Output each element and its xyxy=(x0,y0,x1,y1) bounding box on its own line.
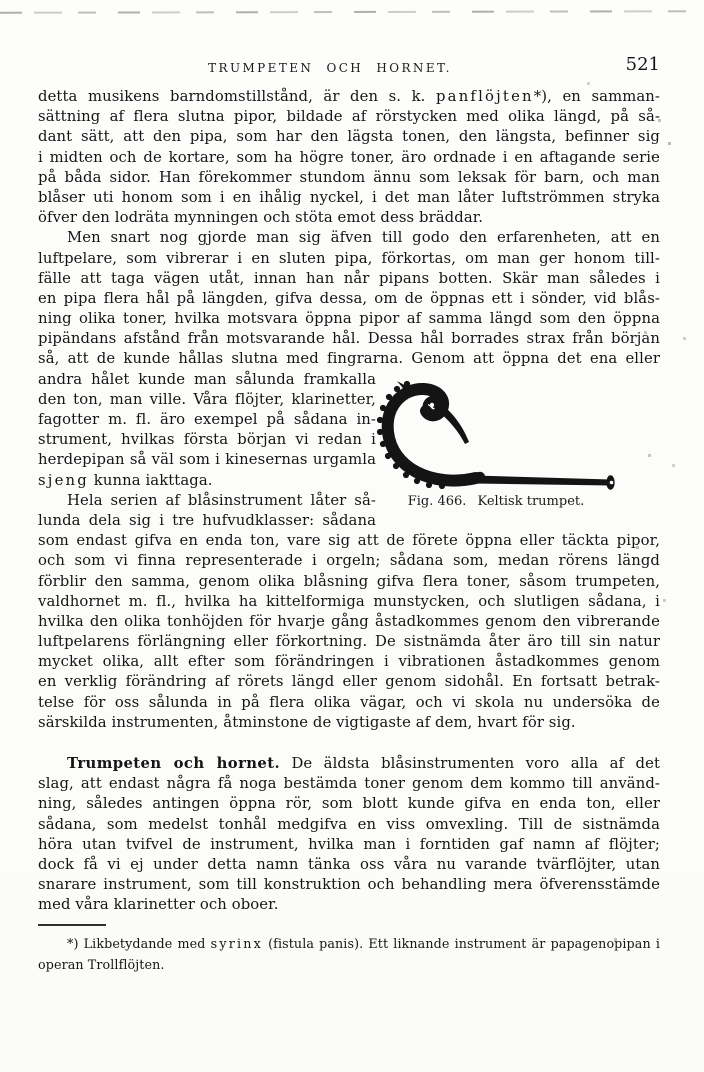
text-line: öfver den lodräta mynningen och stöta emot dess bräddar. xyxy=(38,209,484,227)
footnote-line: operan Trollflöjten. xyxy=(38,956,165,972)
text-line: förblir den samma, genom olika blåsning gifva flera toner, såsom trumpeten, xyxy=(38,572,660,590)
text-line: fälle att taga vägen utåt, innan han når pipans botten. Skär man således i xyxy=(38,269,660,287)
text-line: Hela serien af blåsinstrument låter så- xyxy=(67,491,376,509)
page-number: 521 xyxy=(625,54,660,75)
celtic-trumpet-illustration xyxy=(374,380,618,492)
text-line: en verklig förändring af rörets längd eller genom sidohål. En fortsatt betrak- xyxy=(38,673,660,691)
text-line: hvilka den olika tonhöjden för hvarje gång åstadkommes genom den vibrerande xyxy=(38,612,660,630)
bold-lead: Trumpeten och hornet. xyxy=(67,755,281,772)
figure-caption xyxy=(374,494,618,509)
footnote xyxy=(38,934,660,975)
text-line: Men snart nog gjorde man sig äfven till godo den erfarenheten, att en xyxy=(67,229,660,247)
text-line: ning olika toner, hvilka motsvara öppna pipor af samma längd som den öppna xyxy=(38,310,660,328)
running-title: TRUMPETEN OCH HORNET. xyxy=(208,61,452,75)
text-line: sjeng kunna iakttaga. xyxy=(38,471,213,489)
text-line: fagotter m. fl. äro exempel på sådana in- xyxy=(38,411,376,428)
text-line: strument, hvilkas första början vi redan i xyxy=(38,431,376,449)
text-line: telse för oss sålunda in på flera olika vägar, och vi skola nu undersöka de xyxy=(38,693,660,711)
text-line: blåser uti honom som i en ihålig nyckel, i det man låter luftströmmen stryka xyxy=(38,188,660,206)
text-line: sådana, som medelst tonhål medgifva en viss omvexling. Till de sistnämda xyxy=(38,815,660,833)
text-line: andra hålet kunde man sålunda framkalla xyxy=(38,370,376,388)
text-line: valdhornet m. fl., hvilka ha kittelformiga munstycken, och slutligen sådana, i xyxy=(38,592,660,610)
text-line: dant sätt, att den pipa, som har den lägsta tonen, den längsta, befinner sig xyxy=(38,128,660,146)
letterspaced-term: panflöjten xyxy=(436,88,534,105)
page-edge-artifact xyxy=(0,10,704,13)
text-line: i midten och de kortare, som ha högre toner, äro ordnade i en aftagande serie xyxy=(38,148,660,166)
text-line: så, att de kunde hållas slutna med fingrarna. Genom att öppna det ena eller xyxy=(38,350,660,368)
text-line: luftpelarens förlängning eller förkortning. De sistnämda åter äro till sin natur xyxy=(38,633,660,651)
footnote-rule xyxy=(38,924,106,926)
figure-466 xyxy=(374,380,618,509)
text-line: särskilda instrumenten, åtminstone de vigtigaste af dem, hvart för sig. xyxy=(38,713,576,731)
text-line: dock få vi ej under detta namn tänka oss våra nu varande tvärflöjter, utan xyxy=(38,855,660,873)
text-line: herdepipan så väl som i kinesernas urgamla xyxy=(38,451,376,469)
text-line: en pipa flera hål på längden, gifva dessa, om de öppnas ett i sönder, vid blås- xyxy=(38,289,660,307)
text-line: den ton, man ville. Våra flöjter, klarinetter, xyxy=(38,390,376,408)
text-line: lunda dela sig i tre hufvudklasser: sådana xyxy=(38,511,376,529)
text-line: på båda sidor. Han förekommer stundom ännu som leksak för barn, och man xyxy=(38,168,660,186)
text-line: som endast gifva en enda ton, vare sig att de förete öppna eller täckta pipor, xyxy=(38,532,660,550)
text-line: och som vi finna representerade i orgeln; sådana som, medan rörens längd xyxy=(38,552,660,570)
letterspaced-term: syrinx xyxy=(210,936,263,951)
figure-title: Keltisk trumpet. xyxy=(477,494,585,509)
text-line: med våra klarinetter och oboer. xyxy=(38,896,279,914)
text-line: Trumpeten och hornet. De äldsta blåsinstrumenten voro alla af det xyxy=(67,755,660,772)
text-line: höra utan tvifvel de instrument, hvilka man i forntiden gaf namn af flöjter; xyxy=(38,835,660,853)
scan-speckles xyxy=(0,0,1,1)
text-line: pipändans afstånd från motsvarande hål. Dessa hål borrades strax från början xyxy=(38,330,660,348)
text-line: luftpelare, som vibrerar i en sluten pipa, förkortas, om man ger honom till- xyxy=(38,249,660,267)
footnote-line: *) Likbetydande med syrinx (fistula panis). Ett liknande instrument är papagenopipan i xyxy=(67,936,661,951)
text-line: ning, således antingen öppna rör, som blott kunde gifva en enda ton, eller xyxy=(38,795,660,813)
letterspaced-term: sjeng xyxy=(38,471,89,489)
text-line: snarare instrument, som till konstruktion och behandling mera öfverensstämde xyxy=(38,876,660,894)
text-line: slag, att endast några få noga bestämda toner genom dem kommo till använd- xyxy=(38,775,660,793)
text-line: sättning af flera slutna pipor, bildade af rörstycken med olika längd, på så- xyxy=(38,108,660,126)
text-line: mycket olika, allt efter som förändringen i vibrationen åstadkommes genom xyxy=(38,653,660,671)
figure-label: Fig. 466. xyxy=(407,494,467,509)
text-line: detta musikens barndomstillstånd, är den s. k. panflöjten*), en samman- xyxy=(38,88,660,105)
